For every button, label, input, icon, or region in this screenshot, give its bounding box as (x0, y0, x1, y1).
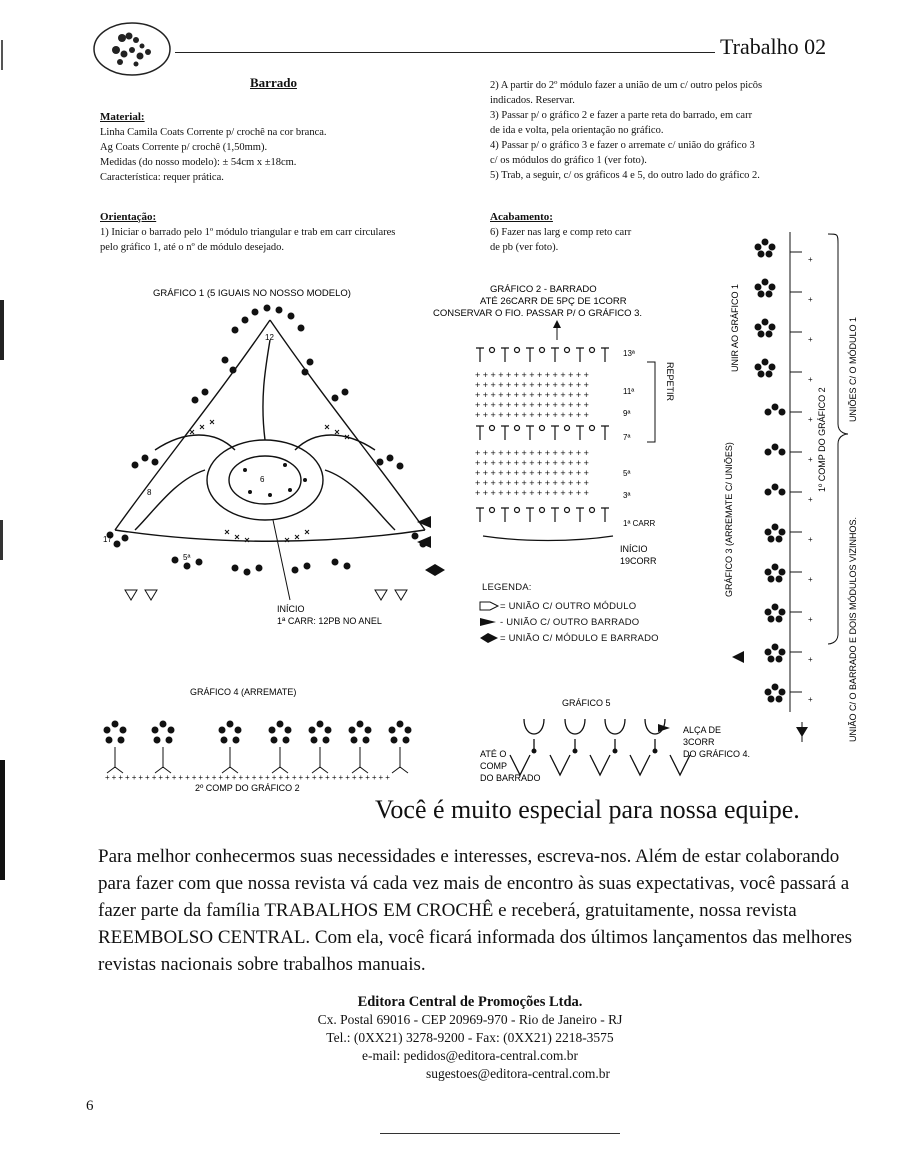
legend-open-arrow-icon (480, 602, 498, 610)
chart4-title: GRÁFICO 4 (ARREMATE) (190, 687, 297, 697)
svg-text:+: + (808, 455, 813, 464)
chart2-row-label: 7ª (623, 433, 631, 442)
orientation-line: pelo gráfico 1, até o nº de módulo desejado. (100, 242, 285, 253)
svg-text:+++++++++++++++: +++++++++++++++ (475, 458, 592, 468)
chart2-diagram (425, 280, 695, 580)
page-number: 6 (86, 1098, 94, 1114)
email-line-2: sugestoes@editora-central.com.br (425, 1066, 611, 1081)
email-line: e-mail: pedidos@editora-central.com.br (362, 1048, 578, 1063)
step-line: 5) Trab, a seguir, c/ os gráficos 4 e 5, do outro lado do gráfico 2. (490, 170, 760, 181)
finishing-block (490, 210, 710, 255)
svg-text:+: + (808, 615, 813, 624)
chart5-left-label: COMP (480, 761, 507, 771)
union-diamond-icon (732, 651, 744, 663)
step-line: 4) Passar p/ o gráfico 3 e fazer o arremate c/ união do gráfico 3 (490, 140, 755, 151)
page-title: Trabalho 02 (720, 34, 827, 59)
chart2-plus-rows (475, 370, 591, 498)
section-heading: Barrado (250, 75, 297, 90)
legend-title: LEGENDA: (482, 582, 532, 593)
material-line: Medidas (do nosso modelo): ± 54cm x ±18cm. (100, 157, 297, 168)
header-rule (175, 52, 715, 53)
chart3-plus-marks (808, 255, 813, 704)
chart1-start-label: INÍCIO (277, 604, 305, 614)
orientation-line: 1) Iniciar o barrado pelo 1º módulo triangular e trab em carr circulares (100, 227, 396, 238)
company-name: Editora Central de Promoções Ltda. (357, 994, 583, 1010)
material-block (100, 110, 430, 185)
svg-text:+++++++++++++++: +++++++++++++++ (475, 390, 592, 400)
chart5-right-label: ALÇA DE (683, 725, 722, 735)
chart1-label: 12 (265, 333, 274, 342)
svg-text:+++++++++++++++: +++++++++++++++ (475, 478, 592, 488)
chart4-bottom-label: 2º COMP DO GRÁFICO 2 (195, 783, 300, 793)
union-arrows (125, 516, 431, 600)
svg-text:+++++++++++++++: +++++++++++++++ (475, 370, 592, 380)
legend-item: - UNIÃO C/ OUTRO BARRADO (500, 617, 640, 628)
scan-edge (0, 0, 10, 1147)
svg-text:+: + (808, 255, 813, 264)
finishing-line: de pb (ver foto). (490, 242, 559, 253)
chart5-left-label: ATÉ O (480, 749, 507, 759)
material-line: Linha Camila Coats Corrente p/ crochê na cor branca. (100, 127, 327, 138)
vertical-label-grafico3: GRÁFICO 3 (ARREMATE C/ UNIÕES) (724, 442, 734, 597)
svg-text:+++++++++++++++: +++++++++++++++ (475, 410, 592, 420)
chart5-diagram (470, 695, 770, 790)
vertical-label-unir: UNIR AO GRÁFICO 1 (730, 283, 740, 372)
slogan: Você é muito especial para nossa equipe. (375, 795, 800, 824)
chart2-start-label: 19CORR (620, 556, 657, 566)
chart5-dots (532, 749, 658, 754)
svg-text:+: + (808, 335, 813, 344)
chart1-label: 6 (260, 475, 265, 484)
chart4-loops (104, 721, 412, 744)
svg-text:+++++++++++++++: +++++++++++++++ (475, 380, 592, 390)
material-title: Material: (100, 111, 145, 123)
promo-paragraph: Para melhor conhecermos suas necessidades e interesses, escreva-nos. Além de estar colaborando para fazer com que nossa revista vá cada vez mais de encontro às suas expectativas, você passará a fazer parte da família TRABALHOS EM CROCHÊ e receberá, gratuitamente, nossa revista REEMBOLSO CENTRAL. Com ela, você ficará informada dos últimos lançamentos das melhores revistas nacionais sobre trabalhos manuais. (98, 846, 853, 975)
svg-text:+++++++++++++++: +++++++++++++++ (475, 488, 592, 498)
legend-icons (478, 598, 500, 648)
chart1-diagram (95, 280, 445, 630)
logo-icon (92, 20, 172, 78)
step-line: c/ os módulos do gráfico 1 (ver foto). (490, 155, 647, 166)
svg-text:+: + (808, 655, 813, 664)
svg-text:++++++++++++++++++++++++++++++: +++++++++++++++++++++++++++++++++++++++++++ (105, 773, 392, 782)
phone-line: Tel.: (0XX21) 3278-9200 - Fax: (0XX21) 2218-3575 (326, 1030, 614, 1045)
svg-text:+: + (808, 575, 813, 584)
chart2-title: GRÁFICO 2 - BARRADO (490, 284, 597, 295)
postal-address: Cx. Postal 69016 - CEP 20969-970 - Rio de Janeiro - RJ (317, 1012, 623, 1027)
chart2-row-label: 3ª (623, 491, 631, 500)
chart1-label: 5ª (183, 553, 191, 562)
chart1-title: GRÁFICO 1 (5 IGUAIS NO NOSSO MODELO) (153, 288, 351, 299)
svg-text:+++++++++++++++: +++++++++++++++ (475, 448, 592, 458)
material-line: Característica: requer prática. (100, 172, 224, 183)
chart4-diagram (95, 685, 425, 795)
chart2-row-label: 13ª (623, 349, 635, 358)
step-line: de ida e volta, pela orientação no gráfico. (490, 125, 664, 136)
footer-rule (380, 1133, 620, 1134)
svg-text:+: + (808, 415, 813, 424)
steps-block (490, 78, 870, 183)
legend-item: = UNIÃO C/ OUTRO MÓDULO (500, 601, 637, 612)
chart1-label: 17 (103, 535, 112, 544)
step-line: 2) A partir do 2º módulo fazer a união de um c/ outro pelos picôs (490, 80, 763, 91)
chart5-left-label: DO BARRADO (480, 773, 541, 783)
svg-text:+: + (808, 695, 813, 704)
chart3-flowers (755, 239, 786, 703)
vertical-label-unioes: UNIÕES C/ O MÓDULO 1 (848, 316, 858, 422)
stitch-marks (190, 420, 349, 542)
chart1-first-row-label: 1ª CARR: 12PB NO ANEL (277, 616, 382, 626)
chart2-subtitle: ATÉ 26CARR DE 5PÇ DE 1CORR (480, 296, 627, 307)
chart2-repeat-label: REPETIR (665, 362, 675, 402)
orientation-block (100, 210, 480, 255)
chart2-row-label: 5ª (623, 469, 631, 478)
chart5-title: GRÁFICO 5 (562, 698, 611, 708)
svg-text:+++++++++++++++: +++++++++++++++ (475, 468, 592, 478)
step-line: 3) Passar p/ o gráfico 2 e fazer a parte reta do barrado, em carr (490, 110, 753, 121)
svg-text:+: + (808, 375, 813, 384)
legend-solid-arrow-icon (480, 618, 496, 626)
svg-text:+: + (808, 295, 813, 304)
svg-text:+: + (808, 495, 813, 504)
chart4-stems (107, 747, 408, 773)
vertical-label-comp: 1º COMP DO GRÁFICO 2 (817, 387, 827, 492)
chart2-row-label: 1ª CARR (623, 519, 656, 528)
finishing-title: Acabamento: (490, 211, 553, 223)
chart2-row-label: 9ª (623, 409, 631, 418)
contact-block (200, 993, 740, 1083)
vertical-label-uniao: UNIÃO C/ O BARRADO E DOIS MÓDULOS VIZINHOS. (848, 516, 858, 742)
chart5-right-label: 3CORR (683, 737, 715, 747)
finishing-line: 6) Fazer nas larg e comp reto carr (490, 227, 632, 238)
material-line: Ag Coats Corrente p/ crochê (1,50mm). (100, 142, 268, 153)
svg-text:+++++++++++++++: +++++++++++++++ (475, 400, 592, 410)
down-arrow-icon (796, 727, 808, 737)
legend-item: = UNIÃO C/ MÓDULO E BARRADO (500, 633, 659, 644)
legend-diamond-icon (480, 633, 498, 643)
chart3-diagram (710, 222, 870, 747)
chart2-row-label: 11ª (623, 387, 635, 396)
orientation-title: Orientação: (100, 211, 157, 223)
step-line: indicados. Reservar. (490, 95, 575, 106)
chart5-right-label: DO GRÁFICO 4. (683, 749, 751, 759)
chart2-instruction: CONSERVAR O FIO. PASSAR P/ O GRÁFICO 3. (433, 308, 643, 319)
svg-text:+: + (808, 535, 813, 544)
chart1-label: 8 (147, 488, 152, 497)
chart2-start-label: INÍCIO (620, 544, 648, 554)
